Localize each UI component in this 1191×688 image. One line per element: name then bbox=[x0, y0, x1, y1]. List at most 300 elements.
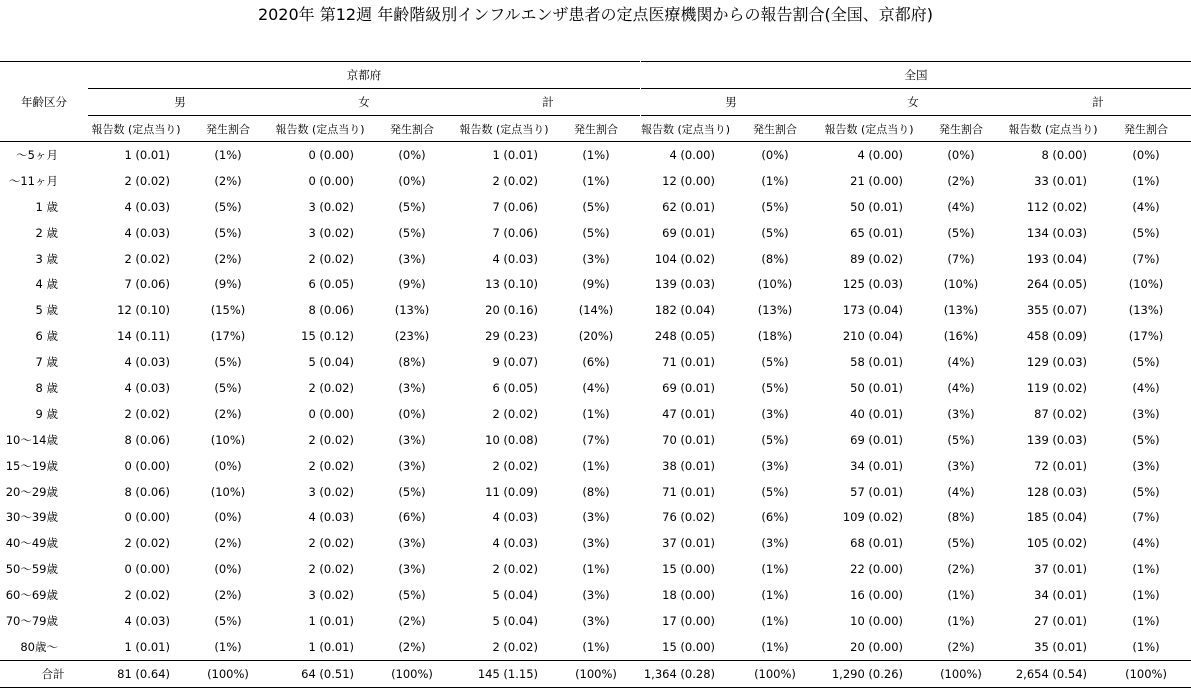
kyoto-total-reports-cell: 29 (0.23) bbox=[485, 329, 538, 344]
national-male-ratio-cell: (3%) bbox=[761, 536, 789, 551]
national-female-header: 女 bbox=[821, 89, 1005, 116]
national-total-reports-cell: 2,654 (0.54) bbox=[1005, 660, 1101, 687]
national-female-ratio-cell: (4%) bbox=[947, 199, 975, 214]
national-female-ratio-cell: (3%) bbox=[947, 406, 975, 421]
table-row bbox=[0, 634, 1191, 660]
national-male-reports-cell: 69 (0.01) bbox=[662, 380, 715, 395]
kyoto-female-reports-cell: 5 (0.04) bbox=[308, 355, 354, 370]
national-total-reports-cell: 134 (0.03) bbox=[1026, 225, 1087, 240]
national-total-reports-cell: 35 (0.01) bbox=[1034, 639, 1087, 654]
kyoto-female-reports-cell: 6 (0.05) bbox=[308, 277, 354, 292]
kyoto-total-ratio-cell: (5%) bbox=[582, 199, 610, 214]
national-female-ratio-cell: (5%) bbox=[947, 225, 975, 240]
kyoto-male-reports-cell: 4 (0.03) bbox=[124, 380, 170, 395]
national-total-ratio-cell: (5%) bbox=[1132, 355, 1160, 370]
kyoto-total-reports-cell: 2 (0.02) bbox=[492, 406, 538, 421]
national-male-reports-cell: 71 (0.01) bbox=[662, 355, 715, 370]
age-cell: 4 歳 bbox=[35, 277, 58, 292]
national-male-reports-cell: 17 (0.00) bbox=[662, 613, 715, 628]
national-male-reports-cell: 62 (0.01) bbox=[662, 199, 715, 214]
kyoto-male-reports-cell: 2 (0.02) bbox=[124, 536, 170, 551]
age-cell: 2 歳 bbox=[35, 225, 58, 240]
kyoto-female-reports-cell: 0 (0.00) bbox=[308, 147, 354, 162]
kyoto-total-reports-cell: 7 (0.06) bbox=[492, 199, 538, 214]
kyoto-male-ratio-cell: (5%) bbox=[214, 613, 242, 628]
table-row bbox=[0, 582, 1191, 608]
kyoto-female-ratio-cell: (23%) bbox=[394, 329, 430, 344]
kyoto-female-reports-cell: 8 (0.06) bbox=[308, 303, 354, 318]
national-female-reports-cell: 10 (0.00) bbox=[850, 613, 903, 628]
national-female-reports-cell: 34 (0.01) bbox=[850, 458, 903, 473]
kyoto-total-reports-cell: 4 (0.03) bbox=[492, 536, 538, 551]
national-female-reports-cell: 4 (0.00) bbox=[857, 147, 903, 162]
kyoto-male-reports-cell: 8 (0.06) bbox=[124, 484, 170, 499]
national-total-reports-header: 報告数 (定点当り) bbox=[1005, 116, 1101, 142]
age-cell: 5 歳 bbox=[35, 303, 58, 318]
kyoto-male-reports-cell: 2 (0.02) bbox=[124, 406, 170, 421]
national-female-ratio-cell: (7%) bbox=[947, 251, 975, 266]
national-total-reports-cell: 112 (0.02) bbox=[1026, 199, 1087, 214]
kyoto-female-ratio-header: 発生割合 bbox=[368, 116, 456, 142]
national-male-ratio-cell: (3%) bbox=[761, 458, 789, 473]
national-female-reports-cell: 57 (0.01) bbox=[850, 484, 903, 499]
kyoto-total-ratio-cell: (100%) bbox=[552, 660, 640, 687]
national-male-reports-cell: 104 (0.02) bbox=[654, 251, 715, 266]
table-row bbox=[0, 323, 1191, 349]
national-female-ratio-cell: (100%) bbox=[917, 660, 1005, 687]
kyoto-total-ratio-cell: (6%) bbox=[582, 355, 610, 370]
national-female-reports-cell: 68 (0.01) bbox=[850, 536, 903, 551]
age-cell: 9 歳 bbox=[35, 406, 58, 421]
kyoto-male-reports-cell: 4 (0.03) bbox=[124, 199, 170, 214]
national-female-ratio-cell: (13%) bbox=[943, 303, 979, 318]
national-male-reports-cell: 70 (0.01) bbox=[662, 432, 715, 447]
kyoto-male-reports-cell: 8 (0.06) bbox=[124, 432, 170, 447]
kyoto-total-reports-cell: 4 (0.03) bbox=[492, 251, 538, 266]
kyoto-total-ratio-cell: (3%) bbox=[582, 251, 610, 266]
kyoto-male-reports-cell: 14 (0.11) bbox=[117, 329, 170, 344]
national-male-reports-cell: 139 (0.03) bbox=[654, 277, 715, 292]
table-row bbox=[0, 246, 1191, 272]
national-total-reports-cell: 139 (0.03) bbox=[1026, 432, 1087, 447]
national-male-reports-cell: 69 (0.01) bbox=[662, 225, 715, 240]
kyoto-total-reports-cell: 5 (0.04) bbox=[492, 613, 538, 628]
kyoto-female-ratio-cell: (5%) bbox=[398, 199, 426, 214]
national-female-reports-cell: 109 (0.02) bbox=[842, 510, 903, 525]
kyoto-female-reports-cell: 0 (0.00) bbox=[308, 406, 354, 421]
national-male-ratio-cell: (1%) bbox=[761, 613, 789, 628]
kyoto-total-ratio-cell: (1%) bbox=[582, 639, 610, 654]
national-total-ratio-cell: (3%) bbox=[1132, 458, 1160, 473]
national-total-reports-cell: 87 (0.02) bbox=[1034, 406, 1087, 421]
national-male-ratio-cell: (5%) bbox=[761, 355, 789, 370]
kyoto-male-reports-cell: 4 (0.03) bbox=[124, 613, 170, 628]
age-cell: 6 歳 bbox=[35, 329, 58, 344]
kyoto-male-ratio-cell: (10%) bbox=[210, 432, 246, 447]
kyoto-female-ratio-cell: (3%) bbox=[398, 536, 426, 551]
national-female-ratio-cell: (0%) bbox=[947, 147, 975, 162]
national-total-ratio-cell: (1%) bbox=[1132, 588, 1160, 603]
national-male-reports-cell: 76 (0.02) bbox=[662, 510, 715, 525]
kyoto-male-reports-cell: 4 (0.03) bbox=[124, 355, 170, 370]
kyoto-total-ratio-cell: (4%) bbox=[582, 380, 610, 395]
national-female-ratio-cell: (4%) bbox=[947, 355, 975, 370]
age-header-top bbox=[0, 62, 88, 89]
national-female-reports-cell: 20 (0.00) bbox=[850, 639, 903, 654]
age-cell: 〜11ヶ月 bbox=[8, 173, 58, 188]
kyoto-male-ratio-cell: (5%) bbox=[214, 355, 242, 370]
national-female-reports-cell: 40 (0.01) bbox=[850, 406, 903, 421]
kyoto-male-ratio-cell: (9%) bbox=[214, 277, 242, 292]
age-cell: 80歳〜 bbox=[20, 639, 58, 654]
kyoto-female-reports-cell: 3 (0.02) bbox=[308, 225, 354, 240]
kyoto-female-reports-cell: 3 (0.02) bbox=[308, 484, 354, 499]
national-total-reports-cell: 193 (0.04) bbox=[1026, 251, 1087, 266]
national-total-reports-cell: 185 (0.04) bbox=[1026, 510, 1087, 525]
kyoto-female-reports-cell: 2 (0.02) bbox=[308, 458, 354, 473]
national-male-reports-cell: 18 (0.00) bbox=[662, 588, 715, 603]
table-row bbox=[0, 297, 1191, 323]
kyoto-female-ratio-cell: (5%) bbox=[398, 484, 426, 499]
kyoto-female-ratio-cell: (3%) bbox=[398, 251, 426, 266]
kyoto-total-reports-cell: 4 (0.03) bbox=[492, 510, 538, 525]
national-total-ratio-cell: (17%) bbox=[1128, 329, 1164, 344]
national-total-ratio-cell: (5%) bbox=[1132, 432, 1160, 447]
national-male-ratio-cell: (1%) bbox=[761, 562, 789, 577]
kyoto-total-ratio-cell: (3%) bbox=[582, 588, 610, 603]
national-male-reports-cell: 71 (0.01) bbox=[662, 484, 715, 499]
kyoto-female-reports-cell: 2 (0.02) bbox=[308, 251, 354, 266]
national-female-reports-cell: 16 (0.00) bbox=[850, 588, 903, 603]
table-row bbox=[0, 220, 1191, 246]
national-male-ratio-cell: (0%) bbox=[761, 147, 789, 162]
table-row bbox=[0, 608, 1191, 634]
national-total-reports-cell: 8 (0.00) bbox=[1041, 147, 1087, 162]
national-female-ratio-cell: (8%) bbox=[947, 510, 975, 525]
national-female-reports-cell: 58 (0.01) bbox=[850, 355, 903, 370]
national-female-ratio-cell: (5%) bbox=[947, 432, 975, 447]
table-body bbox=[0, 142, 1191, 688]
national-total-ratio-cell: (7%) bbox=[1132, 510, 1160, 525]
kyoto-total-ratio-cell: (1%) bbox=[582, 406, 610, 421]
national-male-ratio-cell: (5%) bbox=[761, 199, 789, 214]
kyoto-male-ratio-cell: (17%) bbox=[210, 329, 246, 344]
national-male-ratio-cell: (1%) bbox=[761, 588, 789, 603]
national-total-ratio-cell: (3%) bbox=[1132, 406, 1160, 421]
national-male-ratio-cell: (18%) bbox=[757, 329, 793, 344]
kyoto-female-ratio-cell: (0%) bbox=[398, 173, 426, 188]
kyoto-total-ratio-cell: (7%) bbox=[582, 432, 610, 447]
kyoto-total-ratio-cell: (8%) bbox=[582, 484, 610, 499]
national-female-ratio-cell: (10%) bbox=[943, 277, 979, 292]
kyoto-total-reports-cell: 11 (0.09) bbox=[485, 484, 538, 499]
kyoto-male-ratio-cell: (1%) bbox=[214, 147, 242, 162]
kyoto-male-ratio-cell: (2%) bbox=[214, 173, 242, 188]
national-female-reports-header: 報告数 (定点当り) bbox=[821, 116, 917, 142]
national-total-reports-cell: 27 (0.01) bbox=[1034, 613, 1087, 628]
kyoto-male-ratio-cell: (2%) bbox=[214, 251, 242, 266]
national-female-ratio-cell: (4%) bbox=[947, 484, 975, 499]
age-cell: 40〜49歳 bbox=[5, 536, 58, 551]
kyoto-total-reports-cell: 2 (0.02) bbox=[492, 173, 538, 188]
national-female-ratio-cell: (5%) bbox=[947, 536, 975, 551]
kyoto-total-reports-cell: 145 (1.15) bbox=[456, 660, 552, 687]
national-male-reports-cell: 248 (0.05) bbox=[654, 329, 715, 344]
kyoto-male-header: 男 bbox=[88, 89, 272, 116]
table-row bbox=[0, 556, 1191, 582]
age-cell: 15〜19歳 bbox=[5, 458, 58, 473]
kyoto-female-reports-cell: 2 (0.02) bbox=[308, 380, 354, 395]
table-row bbox=[0, 530, 1191, 556]
kyoto-total-ratio-cell: (1%) bbox=[582, 562, 610, 577]
national-female-reports-cell: 21 (0.00) bbox=[850, 173, 903, 188]
age-cell: 10〜14歳 bbox=[5, 432, 58, 447]
national-total-ratio-cell: (5%) bbox=[1132, 225, 1160, 240]
age-cell: 7 歳 bbox=[35, 355, 58, 370]
national-female-reports-cell: 173 (0.04) bbox=[842, 303, 903, 318]
age-cell: 3 歳 bbox=[35, 251, 58, 266]
national-male-ratio-cell: (8%) bbox=[761, 251, 789, 266]
kyoto-female-reports-cell: 15 (0.12) bbox=[301, 329, 354, 344]
age-cell: 20〜29歳 bbox=[5, 484, 58, 499]
national-total-ratio-cell: (4%) bbox=[1132, 536, 1160, 551]
page-title: 2020年 第12週 年齢階級別インフルエンザ患者の定点医療機関からの報告割合(全国、京都府) bbox=[257, 5, 934, 24]
kyoto-male-reports-cell: 81 (0.64) bbox=[88, 660, 184, 687]
national-total-ratio-cell: (10%) bbox=[1128, 277, 1164, 292]
age-cell: 50〜59歳 bbox=[5, 562, 58, 577]
kyoto-total-reports-cell: 9 (0.07) bbox=[492, 355, 538, 370]
kyoto-male-ratio-cell: (5%) bbox=[214, 380, 242, 395]
table-row bbox=[0, 427, 1191, 453]
national-male-reports-cell: 182 (0.04) bbox=[654, 303, 715, 318]
age-cell: 合計 bbox=[0, 660, 88, 687]
national-female-ratio-cell: (1%) bbox=[947, 588, 975, 603]
table-row bbox=[0, 271, 1191, 297]
kyoto-male-reports-cell: 2 (0.02) bbox=[124, 588, 170, 603]
national-total-reports-cell: 129 (0.03) bbox=[1026, 355, 1087, 370]
national-female-reports-cell: 50 (0.01) bbox=[850, 199, 903, 214]
kyoto-male-ratio-cell: (15%) bbox=[210, 303, 246, 318]
kyoto-male-reports-cell: 2 (0.02) bbox=[124, 251, 170, 266]
kyoto-female-reports-cell: 0 (0.00) bbox=[308, 173, 354, 188]
kyoto-male-ratio-cell: (2%) bbox=[214, 536, 242, 551]
national-total-reports-cell: 37 (0.01) bbox=[1034, 562, 1087, 577]
national-male-ratio-cell: (1%) bbox=[761, 173, 789, 188]
national-male-reports-cell: 12 (0.00) bbox=[662, 173, 715, 188]
national-female-reports-cell: 89 (0.02) bbox=[850, 251, 903, 266]
national-female-ratio-cell: (3%) bbox=[947, 458, 975, 473]
kyoto-total-ratio-cell: (1%) bbox=[582, 147, 610, 162]
kyoto-female-reports-header: 報告数 (定点当り) bbox=[272, 116, 368, 142]
national-male-ratio-cell: (5%) bbox=[761, 380, 789, 395]
kyoto-female-reports-cell: 3 (0.02) bbox=[308, 588, 354, 603]
influenza-report-table bbox=[0, 61, 1191, 688]
age-cell: 60〜69歳 bbox=[5, 588, 58, 603]
national-male-ratio-cell: (5%) bbox=[761, 484, 789, 499]
kyoto-male-reports-cell: 7 (0.06) bbox=[124, 277, 170, 292]
kyoto-male-ratio-cell: (1%) bbox=[214, 639, 242, 654]
kyoto-female-ratio-cell: (6%) bbox=[398, 510, 426, 525]
kyoto-female-reports-cell: 2 (0.02) bbox=[308, 562, 354, 577]
kyoto-female-ratio-cell: (100%) bbox=[368, 660, 456, 687]
kyoto-total-ratio-cell: (9%) bbox=[582, 277, 610, 292]
national-male-ratio-cell: (3%) bbox=[761, 406, 789, 421]
table-row bbox=[0, 375, 1191, 401]
kyoto-total-header: 計 bbox=[456, 89, 640, 116]
kyoto-total-ratio-cell: (1%) bbox=[582, 173, 610, 188]
national-male-ratio-cell: (5%) bbox=[761, 432, 789, 447]
kyoto-female-ratio-cell: (5%) bbox=[398, 588, 426, 603]
table-row bbox=[0, 142, 1191, 168]
national-female-ratio-cell: (1%) bbox=[947, 613, 975, 628]
table-row bbox=[0, 401, 1191, 427]
kyoto-female-ratio-cell: (9%) bbox=[398, 277, 426, 292]
national-male-reports-cell: 38 (0.01) bbox=[662, 458, 715, 473]
kyoto-male-reports-cell: 12 (0.10) bbox=[117, 303, 170, 318]
kyoto-female-reports-cell: 4 (0.03) bbox=[308, 510, 354, 525]
national-total-reports-cell: 72 (0.01) bbox=[1034, 458, 1087, 473]
region-kyoto-header: 京都府 bbox=[88, 62, 640, 89]
national-total-ratio-cell: (1%) bbox=[1132, 173, 1160, 188]
kyoto-total-reports-cell: 1 (0.01) bbox=[492, 147, 538, 162]
national-male-reports-cell: 15 (0.00) bbox=[662, 562, 715, 577]
kyoto-total-reports-cell: 20 (0.16) bbox=[485, 303, 538, 318]
kyoto-male-ratio-cell: (0%) bbox=[214, 562, 242, 577]
national-female-reports-cell: 65 (0.01) bbox=[850, 225, 903, 240]
kyoto-total-ratio-cell: (3%) bbox=[582, 510, 610, 525]
kyoto-male-ratio-cell: (5%) bbox=[214, 199, 242, 214]
national-total-ratio-header: 発生割合 bbox=[1101, 116, 1191, 142]
table-row bbox=[0, 504, 1191, 530]
national-male-reports-cell: 1,364 (0.28) bbox=[641, 660, 729, 687]
age-cell: 1 歳 bbox=[35, 199, 58, 214]
kyoto-male-reports-cell: 1 (0.01) bbox=[124, 147, 170, 162]
national-female-reports-cell: 50 (0.01) bbox=[850, 380, 903, 395]
kyoto-total-ratio-cell: (20%) bbox=[578, 329, 614, 344]
kyoto-female-ratio-cell: (0%) bbox=[398, 406, 426, 421]
national-total-header: 計 bbox=[1005, 89, 1191, 116]
kyoto-male-reports-cell: 0 (0.00) bbox=[124, 562, 170, 577]
national-total-reports-cell: 355 (0.07) bbox=[1026, 303, 1087, 318]
kyoto-total-reports-cell: 6 (0.05) bbox=[492, 380, 538, 395]
national-total-ratio-cell: (5%) bbox=[1132, 484, 1160, 499]
kyoto-female-ratio-cell: (13%) bbox=[394, 303, 430, 318]
kyoto-total-ratio-cell: (1%) bbox=[582, 458, 610, 473]
kyoto-male-ratio-header: 発生割合 bbox=[184, 116, 272, 142]
age-header-bottom bbox=[0, 116, 88, 142]
national-female-ratio-header: 発生割合 bbox=[917, 116, 1005, 142]
kyoto-male-ratio-cell: (0%) bbox=[214, 510, 242, 525]
national-total-reports-cell: 264 (0.05) bbox=[1026, 277, 1087, 292]
national-male-reports-cell: 15 (0.00) bbox=[662, 639, 715, 654]
national-female-reports-cell: 210 (0.04) bbox=[842, 329, 903, 344]
kyoto-male-reports-cell: 4 (0.03) bbox=[124, 225, 170, 240]
kyoto-male-ratio-cell: (2%) bbox=[214, 406, 242, 421]
national-total-ratio-cell: (4%) bbox=[1132, 199, 1160, 214]
national-male-ratio-cell: (13%) bbox=[757, 303, 793, 318]
kyoto-female-ratio-cell: (2%) bbox=[398, 639, 426, 654]
national-male-ratio-cell: (1%) bbox=[761, 639, 789, 654]
national-female-reports-cell: 22 (0.00) bbox=[850, 562, 903, 577]
national-female-ratio-cell: (16%) bbox=[943, 329, 979, 344]
national-female-ratio-cell: (2%) bbox=[947, 173, 975, 188]
national-total-ratio-cell: (1%) bbox=[1132, 639, 1160, 654]
national-total-reports-cell: 458 (0.09) bbox=[1026, 329, 1087, 344]
national-total-reports-cell: 128 (0.03) bbox=[1026, 484, 1087, 499]
national-male-reports-cell: 37 (0.01) bbox=[662, 536, 715, 551]
national-male-reports-header: 報告数 (定点当り) bbox=[641, 116, 729, 142]
kyoto-total-ratio-cell: (3%) bbox=[582, 536, 610, 551]
table-row bbox=[0, 194, 1191, 220]
age-cell: 8 歳 bbox=[35, 380, 58, 395]
kyoto-female-ratio-cell: (3%) bbox=[398, 458, 426, 473]
kyoto-female-reports-cell: 3 (0.02) bbox=[308, 199, 354, 214]
kyoto-female-reports-cell: 64 (0.51) bbox=[272, 660, 368, 687]
table-row bbox=[0, 349, 1191, 375]
age-cell: 30〜39歳 bbox=[5, 510, 58, 525]
national-total-reports-cell: 105 (0.02) bbox=[1026, 536, 1087, 551]
table-row bbox=[0, 453, 1191, 479]
national-male-ratio-header: 発生割合 bbox=[729, 116, 821, 142]
age-cell: 〜5ヶ月 bbox=[16, 147, 58, 162]
kyoto-female-ratio-cell: (0%) bbox=[398, 147, 426, 162]
kyoto-total-reports-cell: 2 (0.02) bbox=[492, 458, 538, 473]
kyoto-male-ratio-cell: (2%) bbox=[214, 588, 242, 603]
national-female-reports-cell: 1,290 (0.26) bbox=[821, 660, 917, 687]
kyoto-male-ratio-cell: (10%) bbox=[210, 484, 246, 499]
national-total-ratio-cell: (7%) bbox=[1132, 251, 1160, 266]
age-header: 年齢区分 bbox=[21, 95, 67, 109]
national-total-ratio-cell: (0%) bbox=[1132, 147, 1160, 162]
age-cell: 70〜79歳 bbox=[5, 613, 58, 628]
national-total-ratio-cell: (1%) bbox=[1132, 613, 1160, 628]
kyoto-female-reports-cell: 1 (0.01) bbox=[308, 639, 354, 654]
kyoto-total-reports-cell: 5 (0.04) bbox=[492, 588, 538, 603]
national-total-ratio-cell: (1%) bbox=[1132, 562, 1160, 577]
national-total-reports-cell: 119 (0.02) bbox=[1026, 380, 1087, 395]
kyoto-male-reports-cell: 0 (0.00) bbox=[124, 510, 170, 525]
kyoto-total-reports-cell: 7 (0.06) bbox=[492, 225, 538, 240]
kyoto-female-ratio-cell: (5%) bbox=[398, 225, 426, 240]
kyoto-total-reports-cell: 10 (0.08) bbox=[485, 432, 538, 447]
kyoto-female-ratio-cell: (3%) bbox=[398, 380, 426, 395]
national-total-reports-cell: 33 (0.01) bbox=[1034, 173, 1087, 188]
national-male-reports-cell: 47 (0.01) bbox=[662, 406, 715, 421]
kyoto-total-ratio-cell: (3%) bbox=[582, 613, 610, 628]
table-row bbox=[0, 168, 1191, 194]
national-male-ratio-cell: (6%) bbox=[761, 510, 789, 525]
kyoto-female-ratio-cell: (3%) bbox=[398, 562, 426, 577]
national-female-reports-cell: 69 (0.01) bbox=[850, 432, 903, 447]
national-male-reports-cell: 4 (0.00) bbox=[669, 147, 715, 162]
kyoto-female-ratio-cell: (2%) bbox=[398, 613, 426, 628]
national-total-reports-cell: 34 (0.01) bbox=[1034, 588, 1087, 603]
national-female-ratio-cell: (2%) bbox=[947, 639, 975, 654]
kyoto-male-reports-cell: 1 (0.01) bbox=[124, 639, 170, 654]
region-national-header: 全国 bbox=[641, 62, 1191, 89]
kyoto-male-ratio-cell: (5%) bbox=[214, 225, 242, 240]
kyoto-total-reports-header: 報告数 (定点当り) bbox=[456, 116, 552, 142]
kyoto-female-reports-cell: 1 (0.01) bbox=[308, 613, 354, 628]
national-male-ratio-cell: (100%) bbox=[729, 660, 821, 687]
national-total-ratio-cell: (4%) bbox=[1132, 380, 1160, 395]
kyoto-total-reports-cell: 2 (0.02) bbox=[492, 639, 538, 654]
national-female-ratio-cell: (2%) bbox=[947, 562, 975, 577]
national-male-ratio-cell: (5%) bbox=[761, 225, 789, 240]
kyoto-female-reports-cell: 2 (0.02) bbox=[308, 536, 354, 551]
kyoto-male-reports-header: 報告数 (定点当り) bbox=[88, 116, 184, 142]
kyoto-total-reports-cell: 2 (0.02) bbox=[492, 562, 538, 577]
